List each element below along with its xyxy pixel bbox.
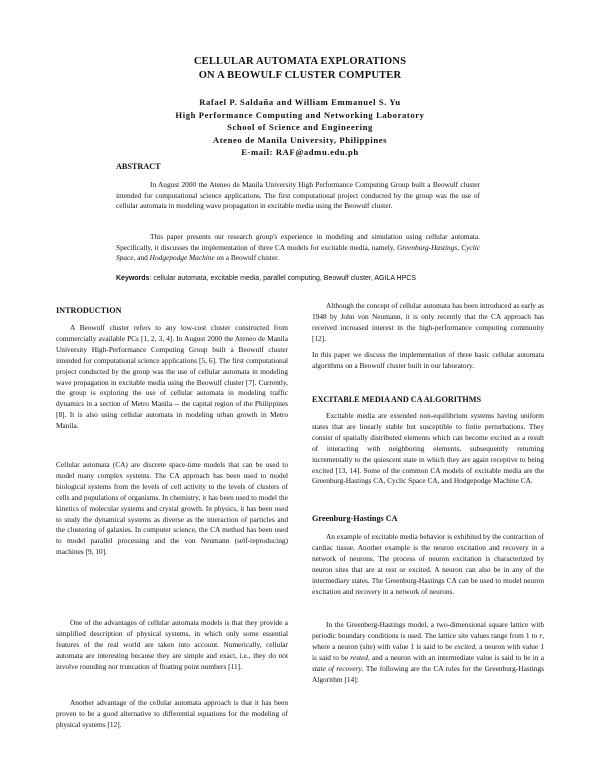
affiliation-lab: High Performance Computing and Networking Laboratory	[175, 110, 425, 120]
excitable-media-heading: EXCITABLE MEDIA AND CA ALGORITHMS	[312, 395, 482, 404]
keywords-line: Keywords: cellular automata, excitable media, parallel computing, Beowulf cluster, AGILA HPCS	[116, 275, 416, 282]
greenburg-hastings-paragraph-1: An example of excitable media behavior is exhibited by the contraction of cardiac tissue. Another example is the neuron excitation and recovery in a network of neurons. The process of neuron excitation is characterized by neuron sites that are at rest or excited. A neuron can also be in any of the intermediary states. The Greenburg-Hastings CA can be used to model neuron excitation and recovery in a network of neurons.	[312, 532, 544, 596]
right-paragraph-2: In this paper we discuss the implementation of three basic cellular automata algorithms on a Beowulf cluster built in our laboratory.	[312, 350, 544, 370]
excitable-media-paragraph: Excitable media are extended non-equilibrium systems having uniform states that are linearly stable but susceptible to finite perturbations. They consist of spatially distributed elements which can become excited as a result of interacting with neighboring elements, subsequently returning incrementally to the quiescent state in which they are again receptive to being excited [13, 14]. Some of the common CA models of excitable media are the Greenburg-Hastings CA, Cyclic Space CA, and Hodgepodge Machine CA.	[312, 411, 544, 486]
intro-paragraph-4: Another advantage of the cellular automata approach is that it has been proven to be a good alternative to differential equations for the modeling of physical systems [12].	[56, 698, 288, 729]
keywords-label: Keywords	[116, 275, 150, 282]
paper-title-line-2: ON A BEOWULF CLUSTER COMPUTER	[198, 70, 402, 81]
paper-title-line-1: CELLULAR AUTOMATA EXPLORATIONS	[193, 56, 407, 67]
affiliation-university: Ateneo de Manila University, Philippines	[212, 135, 388, 145]
abstract-paragraph-1: In August 2000 the Ateneo de Manila University High Performance Computing Group built a Beowulf cluster intended for computational science applications. The first computational project conducted by the group was the use of cellular automata in modeling wave propagation in excitable media using the Beowulf cluster.	[116, 180, 480, 211]
intro-paragraph-2: Cellular automata (CA) are discrete space-time models that can be used to model many complex systems. The CA approach has been used to model biological systems from the levels of cell activity to the levels of clusters of cells and populations of organisms. In chemistry, it has been used to model the kinetics of molecular systems and crystal growth. In physics, it has been used to study the dynamical systems as diverse as the interaction of particles and the clustering of galaxies. In computer science, the CA method has been used to model parallel processing and the von Neumann (self-reproducing) machines [9, 10].	[56, 460, 288, 557]
greenburg-hastings-heading: Greenburg-Hastings CA	[312, 514, 398, 523]
intro-paragraph-1: A Beowulf cluster refers to any low-cost cluster constructed from commercially available PCs [1, 2, 3, 4]. In August 2000 the Ateneo de Manila University High-Performance Computing Group built a Beowulf cluster intended for computational science applications [5, 6]. The first computational project conducted by the group was the use of cellular automata in modeling wave propagation in excitable media using the Beowulf cluster [7]. Currently, the group is exploring the use of cellular automata in modeling traffic dynamics in a section of Metro Manila -- the capital region of the Philippines [8]. It is also using cellular automata in modeling urban growth in Metro Manila.	[56, 323, 288, 431]
author-email: E-mail: RAF@admu.edu.ph	[241, 147, 359, 157]
right-paragraph-1: Although the concept of cellular automata has been introduced as early as 1948 by John von Neumann, it is only recently that the CA approach has received increased interest in the high-performance computing community [12].	[312, 301, 544, 343]
author-names: Rafael P. Saldaña and William Emmanuel S. Yu	[199, 97, 401, 107]
abstract-paragraph-2: This paper presents our research group's experience in modeling and simulation using cellular automata. Specifically, it discusses the implementation of three CA models for excitable media, namely, Greenburg-Hastings, Cyclic Space, and Hodgepodge Machine on a Beowulf cluster.	[116, 232, 481, 263]
abstract-heading: ABSTRACT	[116, 162, 161, 171]
intro-paragraph-3: One of the advantages of cellular automata models is that they provide a simplified description of physical systems, in which only some essential features of the real world are taken into account. Numerically, cellular automata are interesting because they are simple and exact, i.e., they do not involve rounding nor truncation of floating point numbers [11].	[56, 618, 288, 671]
affiliation-school: School of Science and Engineering	[227, 122, 373, 132]
introduction-heading: INTRODUCTION	[56, 306, 122, 315]
greenburg-hastings-paragraph-2: In the Greenberg-Hastings model, a two-dimensional square lattice with periodic boundary conditions is used. The lattice site values range from 1 to r, where a neuron (site) with value 1 is said to be excited, a neuron with value 1 is said to be rested, and a neuron with an intermediate value is said to be in a state of recovery. The following are the CA rules for the Greenburg-Hastings Algorithm [14]:	[312, 620, 544, 684]
